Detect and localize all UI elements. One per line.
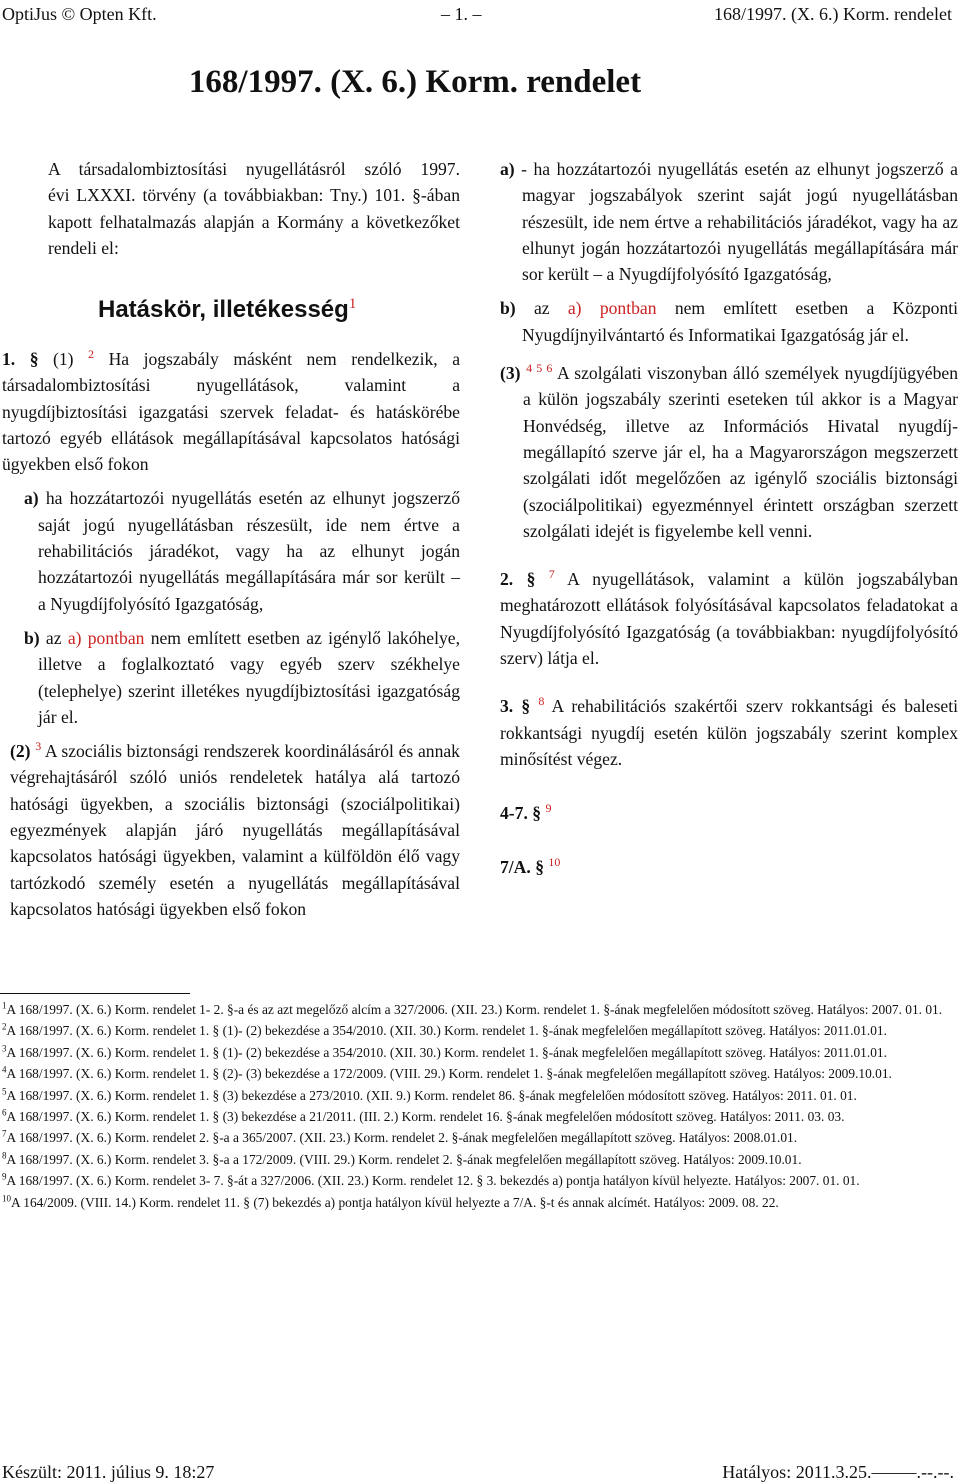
- point-b-label: b): [500, 298, 516, 319]
- footnote-ref-3[interactable]: 3: [35, 739, 42, 754]
- footnote-number: 8: [2, 1150, 7, 1161]
- footnote-4: [2, 1063, 957, 1084]
- footnote-number: 3: [2, 1043, 7, 1054]
- footnote-text: A 164/2009. (VIII. 14.) Korm. rendelet 11. § (7) bekezdés a) pontja hatályon kívül helyezte a 7/A. §-t és annak alcímét. Hatályos: 2009. 08. 22.: [11, 1194, 779, 1210]
- section-2-text: A nyugellátások, valamint a külön jogszabályban meghatározott ellátások folyósításával kapcsolatos feladatokat a Nyugdíjfolyósító Igazgatóság (a továbbiakban: nyugdíjfolyósító szerv) látja el.: [500, 569, 958, 669]
- point-1-a-text: ha hozzátartozói nyugellátás esetén az elhunyt jogszerző saját jogú nyugellátásban részesült, ide nem értve a rehabilitációs járadékot, vagy ha az elhunyt jogán hozzátartozói nyugellátás megállapítására már sor került – a Nyugdíjfolyósító Igazgatóság,: [38, 488, 460, 614]
- point-2-b-pre: az: [533, 298, 550, 319]
- footnote-ref-2[interactable]: 2: [88, 347, 95, 362]
- footnote-text: A 168/1997. (X. 6.) Korm. rendelet 1. § (1)- (2) bekezdése a 354/2010. (XII. 30.) Korm. rendelet 1. §-ának megfelelően megállapított szöveg. Hatályos: 2011.01.01.: [6, 1044, 887, 1060]
- footnote-text: A 168/1997. (X. 6.) Korm. rendelet 3- 7. §-át a 327/2006. (XII. 23.) Korm. rendelet 12. § 3. bekezdés a) pontja hatályon kívül helyezte. Hatályos: 2007. 01. 01.: [6, 1173, 860, 1189]
- point-a-link[interactable]: a) pontban: [567, 298, 657, 319]
- section-3-text: A rehabilitációs szakértői szerv rokkantsági és baleseti rokkantsági nyugdíj esetén külön jogszabály szerint komplex minősítést végez.: [500, 696, 959, 769]
- point-2-a-text: - ha hozzátartozói nyugellátás esetén az elhunyt jogszerző a magyar jogszabályok szerint saját jogú nyugellátásban részesült, ide nem értve a rehabilitációs járadékot, vagy ha az elhunyt jogán hozzátartozói nyugellátás megállapítására már sor került – a Nyugdíjfolyósító Igazgatóság,: [521, 159, 958, 285]
- header-publisher: OptiJus © Opten Kft.: [2, 4, 157, 24]
- section-heading: [98, 296, 356, 324]
- footnote-9: [2, 1170, 957, 1191]
- footnote-number: 2: [2, 1021, 7, 1032]
- footnote-divider: [0, 993, 190, 994]
- paragraph-1-2-text: A szociális biztonsági rendszerek koordinálásáról és annak végrehajtásáról szóló uniós rendeletek hatálya alá tartozó hatósági ügyekben, a szociális biztonsági (szociálpolitikai) egyezmények alapján járó nyugellátás megállapításával kapcsolatos hatósági ügyekben, valamint a külföldön élő vagy tartózkodó személy esetén a nyugellátás megállapításával kapcsolatos hatósági ügyekben első fokon: [10, 741, 460, 919]
- header-page-number: – 1. –: [441, 4, 482, 24]
- point-1-b-pre: az: [45, 627, 62, 648]
- section-2: [500, 566, 958, 671]
- footnote-ref-9[interactable]: 9: [545, 801, 552, 816]
- intro-rest: évi LXXXI. törvény (a továbbiakban: Tny.) 101. §-ában kapott felhatalmazás alapján a Kormány a következőket rendeli el:: [48, 185, 460, 258]
- footnote-3: [2, 1042, 957, 1063]
- paragraph-1-1-text: Ha jogszabály másként nem rendelkezik, a társadalombiztosítási nyugellátások, valamint a nyugdíjbiztosítási igazgatási szervek feladat- és hatáskörébe tartozó egyéb ellátások megállapításával kapcsolatos hatósági ügyekben első fokon: [2, 349, 461, 475]
- footnote-ref-1[interactable]: 1: [348, 296, 357, 312]
- point-1-a: [2, 485, 460, 616]
- subsection-2-label: (2): [10, 741, 31, 762]
- header-document-id: 168/1997. (X. 6.) Korm. rendelet: [714, 4, 952, 24]
- section-3: [500, 693, 958, 772]
- footnote-number: 7: [2, 1128, 7, 1139]
- footnote-ref-7[interactable]: 7: [548, 567, 555, 582]
- footnote-number: 1: [2, 1000, 7, 1011]
- section-4-7-number: 4-7. §: [500, 803, 542, 824]
- section-3-number: 3. §: [500, 696, 531, 717]
- footnote-text: A 168/1997. (X. 6.) Korm. rendelet 1. § (3) bekezdése a 21/2011. (III. 2.) Korm. rendelet 16. §-ának megfelelően módosított szöveg. Hatályos: 2011. 03. 03.: [6, 1109, 845, 1125]
- point-a-link[interactable]: a) pontban: [67, 627, 145, 648]
- section-7a: [500, 854, 958, 880]
- footnote-5: [2, 1085, 957, 1106]
- paragraph-1-3: [500, 360, 958, 544]
- footnote-number: 9: [2, 1171, 7, 1182]
- footnote-text: A 168/1997. (X. 6.) Korm. rendelet 2. §-a a 365/2007. (XII. 23.) Korm. rendelet 2. §-ának megfelelően megállapított szöveg. Hatályos: 2008.01.01.: [6, 1130, 798, 1146]
- section-1-number: 1. §: [2, 349, 39, 369]
- footnote-text: A 168/1997. (X. 6.) Korm. rendelet 3. §-a a 172/2009. (VIII. 29.) Korm. rendelet 2. §-ának megfelelően megállapított szöveg. Hatályos: 2009.10.01.: [6, 1151, 802, 1167]
- footnote-text: A 168/1997. (X. 6.) Korm. rendelet 1- 2. §-a és az azt megelőző alcím a 327/2006. (XII. 23.) Korm. rendelet 1. §-ának megfelelően módosított szöveg. Hatályos: 2007. 01. 01.: [6, 1002, 943, 1017]
- section-4-7: [500, 800, 958, 826]
- subsection-1-label: (1): [53, 349, 74, 369]
- footnote-1: [2, 999, 957, 1020]
- intro-line-1: A társadalombiztosítási nyugellátásról szóló 1997.: [48, 159, 460, 179]
- subsection-3-label: (3): [500, 363, 521, 384]
- footnote-10: [2, 1192, 957, 1213]
- footnote-text: A 168/1997. (X. 6.) Korm. rendelet 1. § (3) bekezdése a 273/2010. (XII. 9.) Korm. rendelet 86. §-ának megfelelően módosított szöveg. Hatályos: 2011. 01. 01.: [6, 1087, 857, 1103]
- footnote-number: 10: [2, 1193, 11, 1204]
- footnote-ref-10[interactable]: 10: [548, 854, 561, 869]
- point-2-b: [500, 295, 958, 348]
- section-heading-text: Hatáskör, illetékesség: [98, 296, 349, 323]
- point-b-label: b): [24, 627, 40, 648]
- right-column: [500, 156, 958, 880]
- footnote-ref-8[interactable]: 8: [538, 694, 545, 709]
- footnote-7: [2, 1127, 957, 1148]
- section-2-number: 2. §: [500, 569, 536, 590]
- left-column: [2, 346, 460, 922]
- footnotes: [2, 999, 957, 1213]
- footnote-text: A 168/1997. (X. 6.) Korm. rendelet 1. § (2)- (3) bekezdése a 172/2009. (VIII. 29.) Korm. rendelet 1. §-ának megfelelően megállapított szöveg. Hatályos: 2009.10.01.: [6, 1066, 892, 1082]
- point-a-label: a): [24, 488, 39, 509]
- footnote-number: 4: [2, 1064, 7, 1075]
- point-2-a: [500, 156, 958, 287]
- footnote-6: [2, 1106, 957, 1127]
- document-title: 168/1997. (X. 6.) Korm. rendelet: [188, 64, 642, 100]
- footer-created: Készült: 2011. július 9. 18:27: [2, 1462, 215, 1482]
- footnote-ref-4-5-6[interactable]: 4 5 6: [526, 361, 553, 376]
- paragraph-1-1: [2, 346, 460, 477]
- paragraph-1-3-text: A szolgálati viszonyban álló személyek nyugdíjügyében a külön jogszabály szerinti eseteken túl akkor is a Magyar Honvédség, illetve az Információs Hivatal nyugdíj-megállapító szerve jár el, ha a Magyarországon megszerzett szolgálati időt megelőzően az igénylő szociális biztonsági (szociálpolitikai) egyezménnyel érintett országban szerzett szolgálati idejét is figyelembe kell venni.: [523, 363, 959, 541]
- paragraph-1-2: [2, 738, 460, 922]
- footnote-number: 5: [2, 1086, 7, 1097]
- point-2-b-text: nem említett esetben a Központi Nyugdíjnyilvántartó és Informatikai Igazgatóság jár el.: [522, 298, 959, 345]
- intro-paragraph: [48, 156, 460, 261]
- point-1-b-text: nem említett esetben az igénylő lakóhelye, illetve a foglalkoztató vagy egyéb szerv székhelye (telephelye) szerint illetékes nyugdíjbiztosítási igazgatóság jár el.: [38, 627, 460, 727]
- footnote-2: [2, 1020, 957, 1041]
- footer-effective: Hatályos: 2011.3.25.–––––.--.--.: [722, 1462, 954, 1482]
- point-a-label: a): [500, 159, 515, 179]
- section-7a-number: 7/A. §: [500, 856, 544, 877]
- footnote-8: [2, 1149, 957, 1170]
- footnote-number: 6: [2, 1107, 7, 1118]
- point-1-b: [2, 625, 460, 730]
- footnote-text: A 168/1997. (X. 6.) Korm. rendelet 1. § (1)- (2) bekezdése a 354/2010. (XII. 30.) Korm. rendelet 1. §-ának megfelelően megállapított szöveg. Hatályos: 2011.01.01.: [6, 1023, 887, 1039]
